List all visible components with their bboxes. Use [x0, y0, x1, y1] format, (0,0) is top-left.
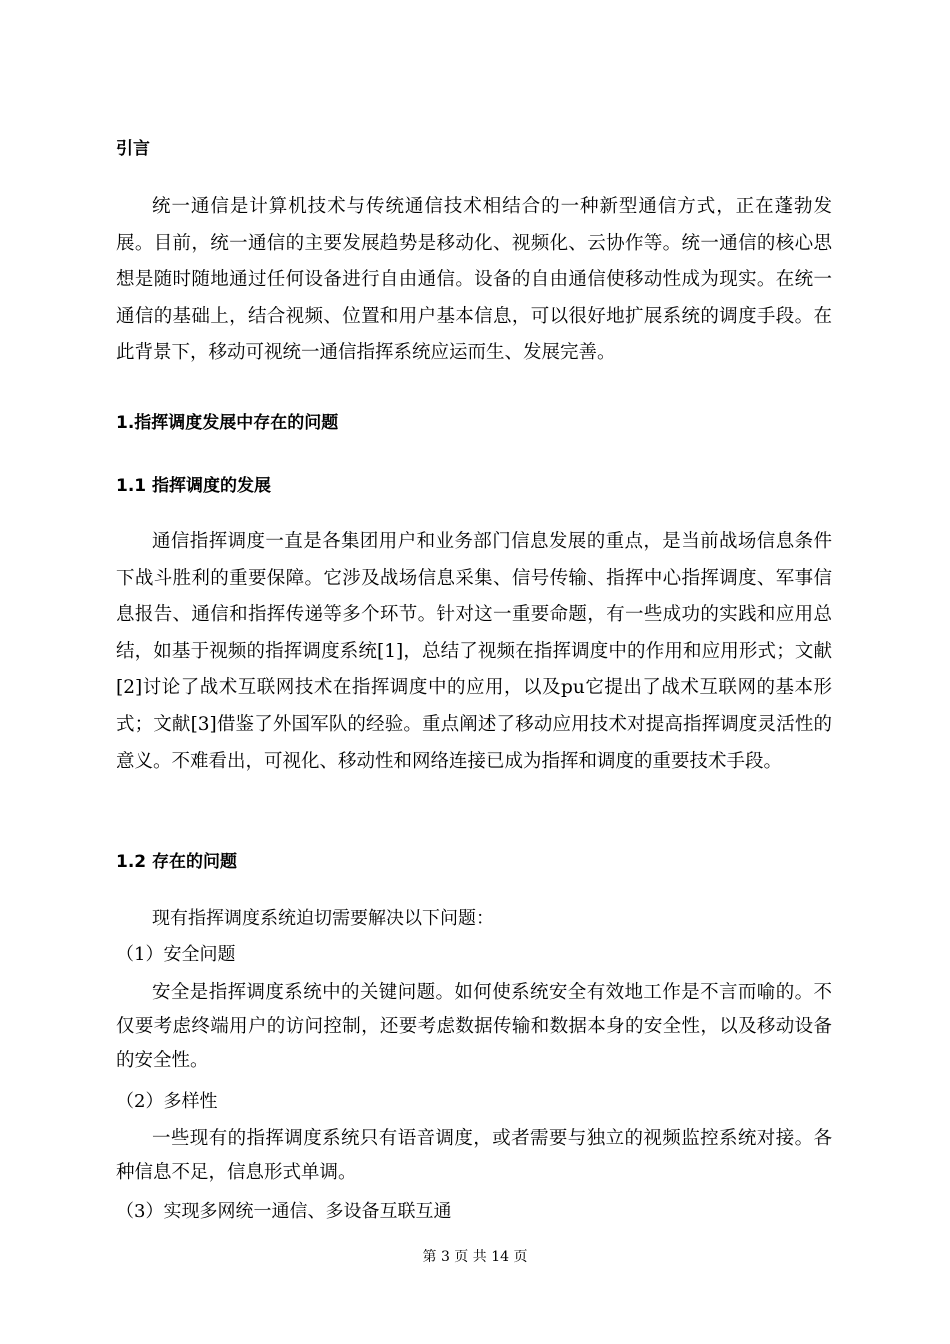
- paragraph-section-1-1: 通信指挥调度一直是各集团用户和业务部门信息发展的重点，是当前战场信息条件下战斗胜利的重要保障。它涉及战场信息采集、信号传输、指挥中心指挥调度、军事信息报告、通信和指挥传递等多个环节。针对这一重要命题，有一些成功的实践和应用总结，如基于视频的指挥调度系统[1]，总结了视频在指挥调度中的作用和应用形式；文献[2]讨论了战术互联网技术在指挥调度中的应用，以及pu它提出了战术互联网的基本形式；文献[3]借鉴了外国军队的经验。重点阐述了移动应用技术对提高指挥调度灵活性的意义。不难看出，可视化、移动性和网络连接已成为指挥和调度的重要技术手段。: [116, 531, 832, 772]
- heading-section-1-1: 1.1 指挥调度的发展: [116, 476, 272, 496]
- item-2-title: （2）多样性: [116, 1091, 218, 1112]
- intro-paragraph: 统一通信是计算机技术与传统通信技术相结合的一种新型通信方式，正在蓬勃发展。目前，统一通信的主要发展趋势是移动化、视频化、云协作等。统一通信的核心思想是随时随地通过任何设备进行自由通信。设备的自由通信使移动性成为现实。在统一通信的基础上，结合视频、位置和用户基本信息，可以很好地扩展系统的调度手段。在此背景下，移动可视统一通信指挥系统应运而生、发展完善。: [116, 196, 832, 364]
- item-2-text: 一些现有的指挥调度系统只有语音调度，或者需要与独立的视频监控系统对接。各种信息不足，信息形式单调。: [116, 1128, 832, 1183]
- heading-section-1-2: 1.2 存在的问题: [116, 852, 238, 872]
- item-1-title: （1）安全问题: [116, 944, 236, 965]
- item-3-title: （3）实现多网统一通信、多设备互联互通: [116, 1201, 452, 1222]
- problems-intro: 现有指挥调度系统迫切需要解决以下问题：: [152, 908, 494, 929]
- item-1-text: 安全是指挥调度系统中的关键问题。如何使系统安全有效地工作是不言而喻的。不仅要考虑终端用户的访问控制，还要考虑数据传输和数据本身的安全性，以及移动设备的安全性。: [116, 982, 832, 1071]
- page-footer: 第 3 页 共 14 页: [422, 1249, 528, 1265]
- heading-intro: 引言: [116, 139, 150, 159]
- heading-section-1: 1.指挥调度发展中存在的问题: [116, 413, 339, 433]
